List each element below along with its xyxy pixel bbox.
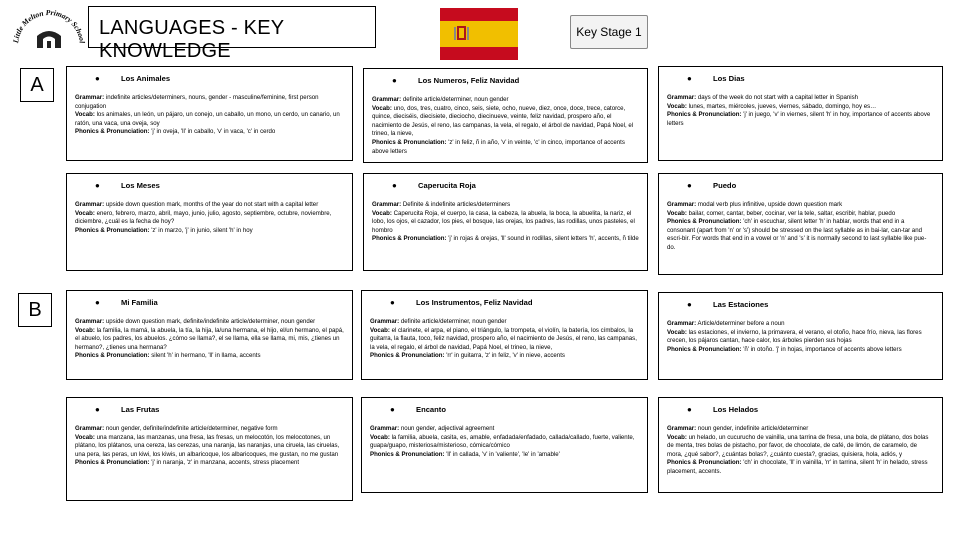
vocab-text: Caperucita Roja, el cuerpo, la casa, la cabeza, la abuela, la boca, la abuelita, la nariz, el lobo, los ojos, el cazador, los pies, el bosque, las orejas, los padres, las rodillas, unos pasteles, el hombro [372, 209, 635, 234]
phonics-label: Phonics & Pronunciation: [370, 450, 445, 458]
grammar-label: Grammar: [75, 318, 105, 325]
grammar-label: Grammar: [370, 318, 400, 325]
grammar-text: indefinite articles/determiners, nouns, gender - masculine/feminine, first person conjugation [75, 94, 319, 110]
topic-card-mi-familia [66, 290, 353, 380]
vocab-text: una manzana, las manzanas, una fresa, las fresas, un melocotón, los melocotones, un plátano, los plátanos, una cereza, las cerezas, una naranja, las naranjas, una ciruela, las ciruelas, una pera, las peras, un kiwi, los kiwis, un albaricoque, los albaricoques, me gustan, no me gustan [75, 433, 340, 458]
grammar-text: Article/determiner before a noun [697, 320, 785, 327]
bullet-icon: ● [392, 76, 397, 85]
phonics-text: silent 'h' in hermano, 'll' in llama, accents [151, 352, 261, 360]
topic-card-los-animales [66, 66, 353, 161]
topic-card-los-numeros [363, 68, 648, 163]
phonics-label: Phonics & Pronunciation: [372, 235, 447, 243]
logo-text: Little Melton Primary School [11, 7, 87, 44]
phonics-label: Phonics & Pronunciation: [667, 218, 742, 226]
phonics-text: 'z' in feliz, ñ in año, 'v' in veinte, 'c' in cinco, importance of accents above letters [372, 138, 625, 155]
topic-card-los-instrumentos [361, 290, 648, 380]
card-title: Las Estaciones [713, 300, 769, 309]
school-logo [10, 6, 88, 50]
vocab-label: Vocab: [370, 433, 390, 441]
topic-card-encanto [361, 397, 648, 493]
card-title: Los Helados [713, 405, 759, 414]
spain-flag-icon [440, 8, 518, 60]
grammar-label: Grammar: [75, 94, 105, 101]
phonics-text: 'ñ' in otoño. 'j' in hojas, importance of accents above letters [743, 345, 902, 353]
card-title: Los Animales [121, 74, 171, 83]
phonics-label: Phonics & Pronunciation: [372, 138, 447, 146]
topic-card-las-estaciones [658, 292, 943, 380]
bullet-icon: ● [687, 300, 692, 309]
topic-card-las-frutas [66, 397, 353, 501]
vocab-text: la familia, la mamá, la abuela, la tía, la hija, la/una hermana, el hijo, el/un hermano, el papá, el abuelo, los padres, los abuelos. ¿cómo se llama?, el se llama, ella se llama, mi, mis, ¿tienes un hermano?, ¿tienes una hermana? [75, 326, 344, 351]
phonics-label: Phonics & Pronunciation: [75, 226, 150, 234]
phonics-text: 'z' in marzo, 'j' in junio, silent 'h' in hoy [151, 226, 253, 234]
bullet-icon: ● [390, 298, 395, 307]
phonics-label: Phonics & Pronunciation: [75, 352, 150, 360]
phonics-text: 'j' in rojas & orejas, 'll' sound in rodillas, silent letters 'h', accents, ñ tilde [448, 235, 639, 243]
card-title: Los Instrumentos, Feliz Navidad [416, 298, 533, 307]
vocab-label: Vocab: [667, 433, 687, 441]
grammar-text: noun gender, adjectival agreement [400, 425, 495, 432]
grammar-text: days of the week do not start with a capital letter in Spanish [697, 94, 859, 101]
bullet-icon: ● [687, 181, 692, 190]
grammar-label: Grammar: [667, 425, 697, 432]
vocab-label: Vocab: [75, 111, 95, 119]
grammar-text: definite article/determiner, noun gender [400, 318, 507, 325]
section-letter-a: A [20, 68, 54, 102]
topic-card-los-dias [658, 66, 943, 161]
grammar-label: Grammar: [667, 94, 697, 101]
key-stage-label: Key Stage 1 [576, 25, 642, 39]
page-title-box [88, 6, 376, 62]
vocab-label: Vocab: [667, 328, 687, 336]
key-stage-badge [570, 15, 648, 49]
bullet-icon: ● [687, 74, 692, 83]
vocab-label: Vocab: [667, 209, 687, 217]
vocab-text: uno, dos, tres, cuatro, cinco, seis, siete, ocho, nueve, diez, once, doce, trece, catorce, quince, dieciséis, diecisiete, dieciocho, diecinueve, veinte, feliz navidad, prospero año, el nacimiento de Jesús, el reno, las campanas, la vela, el regalo, el árbol de navidad, Papá Noel, el trineo, la nieve, [372, 104, 634, 138]
bullet-icon: ● [95, 74, 100, 83]
card-title: Puedo [713, 181, 737, 190]
grammar-label: Grammar: [667, 320, 697, 327]
phonics-label: Phonics & Pronunciation: [75, 128, 150, 136]
card-title: Los Numeros, Feliz Navidad [418, 76, 520, 85]
vocab-text: los animales, un león, un pájaro, un conejo, un caballo, un mono, un cerdo, un canario, un ratón, una vaca, una oveja, soy [75, 111, 340, 127]
grammar-text: definite article/determiner, noun gender [402, 96, 509, 103]
grammar-label: Grammar: [372, 96, 402, 103]
vocab-label: Vocab: [75, 326, 95, 334]
phonics-text: 'ch' in chocolate, 'll' in vainilla, 'rr' in tarrina, silent 'h' in helado, stress placement, accents. [667, 459, 928, 475]
vocab-label: Vocab: [372, 209, 392, 217]
topic-card-los-meses [66, 173, 353, 271]
phonics-text: 'j' in naranja, 'z' in manzana, accents, stress placement [151, 459, 300, 467]
phonics-text: 'll' in callada, 'v' in 'valiente', 'le' in 'amable' [446, 450, 560, 458]
card-title: Encanto [416, 405, 446, 414]
phonics-text: 'j' in juego, 'v' in viernes, silent 'h' in hoy, importance of accents above letters [667, 111, 931, 127]
grammar-label: Grammar: [370, 425, 400, 432]
page-title: LANGUAGES - KEY KNOWLEDGE [99, 17, 284, 62]
grammar-text: noun gender, indefinite article/determiner [697, 425, 809, 432]
phonics-text: 'j' in oveja, 'll' in caballo, 'v' in vaca, 'c' in cerdo [151, 128, 276, 136]
bullet-icon: ● [392, 181, 397, 190]
topic-card-los-helados [658, 397, 943, 493]
grammar-label: Grammar: [75, 201, 105, 208]
vocab-text: la familia, abuela, casita, es, amable, enfadada/enfadado, callada/callado, fuerte, valiente, guapa/guapo, misteriosa/misterioso, cómica/cómico [370, 433, 635, 450]
grammar-text: upside down question mark, months of the year do not start with a capital letter [105, 201, 319, 208]
card-title: Mi Familia [121, 298, 158, 307]
grammar-text: upside down question mark, definite/indefinite article/determiner, noun gender [105, 318, 316, 325]
vocab-label: Vocab: [370, 326, 390, 334]
grammar-text: noun gender, definite/indefinite article/determiner, negative form [105, 425, 278, 432]
grammar-text: Definite & indefinite articles/determiners [402, 201, 511, 208]
vocab-label: Vocab: [667, 102, 687, 110]
phonics-text: 'ch' in escuchar, silent letter 'h' in hablar, words that end in a consonant (apart from 'n' or 's') should be stressed on the last syllable as in bai-lar, can-tar and escri-bir. For words that end in a vowel or 'n' and 's' it is normally second to last syllable like pue-do. [667, 218, 927, 251]
bullet-icon: ● [95, 298, 100, 307]
grammar-label: Grammar: [667, 201, 697, 208]
section-letter-b: B [18, 293, 52, 327]
phonics-text: 'rr' in guitarra, 'z' in feliz, 'v' in nieve, accents [446, 352, 565, 360]
vocab-text: bailar, comer, cantar, beber, cocinar, ver la tele, saltar, escribir, hablar, puedo [688, 209, 896, 217]
topic-card-caperucita-roja [363, 173, 648, 271]
vocab-label: Vocab: [372, 104, 392, 112]
vocab-text: las estaciones, el invierno, la primavera, el verano, el otoño, hace frío, nieva, las flores crecen, los pájaros cantan, hace calor, los árboles pierden sus hojas [667, 328, 922, 345]
phonics-label: Phonics & Pronunciation: [667, 111, 742, 119]
bullet-icon: ● [95, 181, 100, 190]
vocab-text: el clarinete, el arpa, el piano, el triángulo, la trompeta, el violín, la batería, los címbalos, la guitarra, la flauta, toco, feliz navidad, prospero año, el nacimiento de Jesús, el reno, las campanas, la vela, el regalo, el árbol de navidad, Papá Noel, el trineo, la nieve, [370, 326, 637, 351]
phonics-label: Phonics & Pronunciation: [667, 345, 742, 353]
card-title: Los Dias [713, 74, 745, 83]
phonics-label: Phonics & Pronunciation: [370, 352, 445, 360]
phonics-label: Phonics & Pronunciation: [667, 459, 742, 467]
phonics-label: Phonics & Pronunciation: [75, 459, 150, 467]
vocab-text: un helado, un cucurucho de vainilla, una tarrina de fresa, una bola, de plátano, dos bolas de menta, tres bolas de pistacho, por favor, de chocolate, de café, de limón, de caramelo, de mora, ¿qué sabor?, ¿cuántas bolas?, ¿cuánto cuesta?, gracias, quisiera, hola, adiós, y [667, 433, 929, 458]
topic-card-puedo [658, 173, 943, 275]
bullet-icon: ● [390, 405, 395, 414]
vocab-label: Vocab: [75, 433, 95, 441]
card-title: Los Meses [121, 181, 160, 190]
bullet-icon: ● [687, 405, 692, 414]
vocab-text: enero, febrero, marzo, abril, mayo, junio, julio, agosto, septiembre, octubre, noviembre, diciembre, ¿cuál es la fecha de hoy? [75, 209, 332, 226]
bullet-icon: ● [95, 405, 100, 414]
grammar-label: Grammar: [372, 201, 402, 208]
grammar-label: Grammar: [75, 425, 105, 432]
card-title: Caperucita Roja [418, 181, 476, 190]
card-title: Las Frutas [121, 405, 160, 414]
vocab-text: lunes, martes, miércoles, jueves, viernes, sábado, domingo, hoy es… [688, 102, 877, 110]
grammar-text: modal verb plus infinitive, upside down question mark [697, 201, 843, 208]
vocab-label: Vocab: [75, 209, 95, 217]
